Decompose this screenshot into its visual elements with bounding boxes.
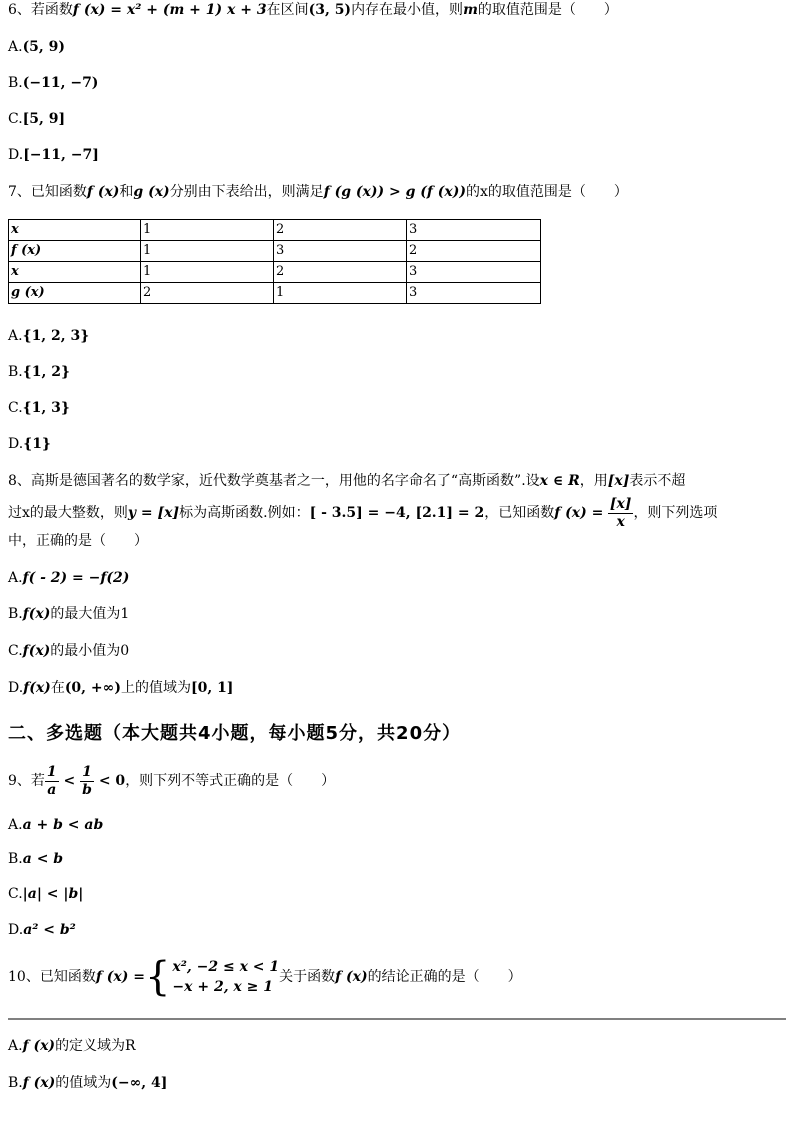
q8-option-b: B.f(x)的最大值为1 <box>8 606 130 622</box>
table-cell: 2 <box>274 262 407 283</box>
q8-stem-line3: 中，正确的是（ ） <box>8 533 148 549</box>
q10-option-b: B.f (x)的值域为(−∞, 4] <box>8 1075 168 1091</box>
table-cell: 1 <box>274 283 407 304</box>
q6-option-a: A.(5, 9) <box>8 39 66 55</box>
q7-option-d: D.{1} <box>8 436 51 452</box>
table-cell: 1 <box>141 220 274 241</box>
table-cell: 3 <box>407 283 541 304</box>
q7-option-b: B.{1, 2} <box>8 364 70 380</box>
q6-option-d: D.[−11, −7] <box>8 147 99 163</box>
table-row <box>9 262 541 283</box>
table-cell: 3 <box>407 220 541 241</box>
q8-option-d: D.f(x)在(0, +∞)上的值域为[0, 1] <box>8 680 234 696</box>
q6-mid2: 内存在最小值，则 <box>351 2 464 18</box>
table-cell: 1 <box>141 241 274 262</box>
table-cell: 1 <box>141 262 274 283</box>
table-cell: 2 <box>274 220 407 241</box>
q6-prefix: 6、若函数 <box>8 2 73 18</box>
q8-fraction: $\frac{[x]}{x}$ <box>609 495 632 530</box>
table-cell: x <box>9 262 141 283</box>
table-cell: f (x) <box>9 241 141 262</box>
divider <box>8 1018 786 1020</box>
table-cell: g (x) <box>9 283 141 304</box>
q10-option-a: A.f (x)的定义域为R <box>8 1038 136 1054</box>
q8-option-a: A.f( - 2) = −f(2) <box>8 570 130 586</box>
q9-stem: 9、若 $\frac{1}{a}$ < $\frac{1}{b}$ < 0，则下列不等式正确的是（ ） <box>8 763 336 798</box>
q6-option-b: B.(−11, −7) <box>8 75 99 91</box>
q8-stem-line2: 过x的最大整数，则y = [x]标为高斯函数.例如：[ - 3.5] = −4, [2.1] = 2，已知函数f (x) = $\frac{[x]}{x}$ ，则下列选项 <box>8 495 718 530</box>
q7-option-c: C.{1, 3} <box>8 400 70 416</box>
q10-stem: 10、已知函数f (x) ={ x², −2 ≤ x < 1 −x + 2, x ≥ 1 关于函数f (x)的结论正确的是（ ） <box>8 954 522 1000</box>
q8-option-c: C.f(x)的最小值为0 <box>8 643 130 659</box>
q9-fraction-1: $\frac{1}{a}$ <box>46 763 57 798</box>
q7-value-table <box>8 219 541 304</box>
table-row <box>9 241 541 262</box>
q9-fraction-2: $\frac{1}{b}$ <box>82 763 92 798</box>
q6-function: f (x) = x² + (m + 1) x + 3 <box>72 2 267 18</box>
q7-option-a: A.{1, 2, 3} <box>8 328 90 344</box>
table-cell: 2 <box>407 241 541 262</box>
q6-suffix: 的取值范围是（ ） <box>477 2 618 18</box>
left-brace-icon: { <box>144 954 171 1000</box>
q9-option-d: D.a² < b² <box>8 922 76 938</box>
q7-condition: f (g (x)) > g (f (x)) <box>323 184 466 200</box>
q6-option-c: C.[5, 9] <box>8 111 66 127</box>
q10-cases: x², −2 ≤ x < 1 −x + 2, x ≥ 1 <box>172 959 280 995</box>
q9-option-a: A.a + b < ab <box>8 817 104 833</box>
q9-option-b: B.a < b <box>8 851 64 867</box>
table-row <box>9 283 541 304</box>
table-cell: 3 <box>407 262 541 283</box>
q9-option-c: C.|a| < |b| <box>8 886 84 902</box>
q8-stem-line1: 8、高斯是德国著名的数学家，近代数学奠基者之一，用他的名字命名了“高斯函数”.设x ∈ R，用[x]表示不超 <box>8 473 686 489</box>
q6-stem <box>8 0 618 20</box>
q6-interval: (3, 5) <box>308 2 352 18</box>
table-cell: 2 <box>141 283 274 304</box>
q7-stem: 7、已知函数f (x)和g (x)分别由下表给出，则满足f (g (x)) > g (f (x))的x的取值范围是（ ） <box>8 184 628 200</box>
section-title: 二、多选题（本大题共4小题，每小题5分，共20分） <box>8 723 462 744</box>
table-cell: x <box>9 220 141 241</box>
table-row <box>9 220 541 241</box>
table-cell: 3 <box>274 241 407 262</box>
q6-variable: m <box>463 2 478 18</box>
q6-mid1: 在区间 <box>266 2 309 18</box>
